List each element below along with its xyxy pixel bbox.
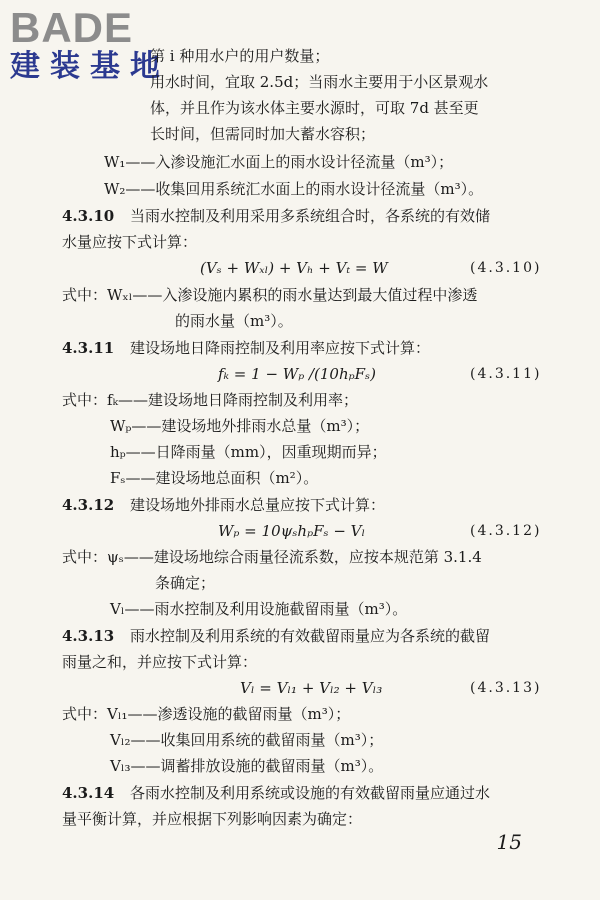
watermark-brand: BADE [10,4,134,51]
equation-number: (4.3.13) [470,680,542,696]
where-clause: 式中：Wₓₗ——入渗设施内累积的雨水量达到最大值过程中渗透 [62,286,478,304]
equation-number: (4.3.11) [470,366,542,382]
section-number: 4.3.11 [62,339,115,357]
text-line: 雨量之和，并应按下式计算： [62,653,258,671]
text-line: 用水时间，宜取 2.5d；当雨水主要用于小区景观水 [150,73,489,91]
equation: Wₚ = 10ψₛhₚFₛ − Vₗ [218,522,366,540]
definition-line: hₚ——日降雨量（mm），因重现期而异； [110,443,387,461]
text-line: 长时间，但需同时加大蓄水容积； [150,125,376,143]
text-line: 条确定； [155,574,216,592]
section-number: 4.3.10 [62,207,115,225]
equation: Vₗ = Vₗ₁ + Vₗ₂ + Vₗ₃ [240,679,383,697]
section-number: 4.3.12 [62,496,115,514]
text-line: 雨水控制及利用系统的有效截留雨量应为各系统的截留 [130,627,491,645]
definition-line: Wₚ——建设场地外排雨水总量（m³）； [110,417,370,435]
text-line: 建设场地日降雨控制及利用率应按下式计算： [130,339,431,357]
where-clause: 式中：Vₗ₁——渗透设施的截留雨量（m³）； [62,705,351,723]
text-line: 建设场地外排雨水总量应按下式计算： [130,496,386,514]
page-number: 15 [496,830,522,854]
definition-line: Fₛ——建设场地总面积（m²）。 [110,469,319,487]
equation: (Vₛ + Wₓₗ) + Vₕ + Vₜ = W [200,259,388,277]
text-line: 各雨水控制及利用系统或设施的有效截留雨量应通过水 [130,784,491,802]
where-clause: 式中：fₖ——建设场地日降雨控制及利用率； [62,391,359,409]
text-line: 的雨水量（m³）。 [175,312,293,330]
definition-line: W₂——收集回用系统汇水面上的雨水设计径流量（m³）。 [104,180,484,198]
definition-line: Vₗ——雨水控制及利用设施截留雨量（m³）。 [110,600,408,618]
text-line: 体，并且作为该水体主要水源时，可取 7d 甚至更 [150,99,479,117]
section-number: 4.3.14 [62,784,115,802]
equation: fₖ = 1 − Wₚ /(10hₚFₛ) [218,365,376,383]
text-line: 量平衡计算，并应根据下列影响因素为确定： [62,810,363,828]
watermark-logo [10,6,170,84]
definition-line: Vₗ₃——调蓄排放设施的截留雨量（m³）。 [110,757,384,775]
where-clause: 式中：ψₛ——建设场地综合雨量径流系数，应按本规范第 3.1.4 [62,548,482,566]
text-line: 水量应按下式计算： [62,233,198,251]
watermark-subtitle: 建装基地 [10,49,170,84]
definition-line: Vₗ₂——收集回用系统的截留雨量（m³）； [110,731,384,749]
text-line: 第 i 种用水户的用户数量； [150,47,330,65]
equation-number: (4.3.12) [470,523,542,539]
section-number: 4.3.13 [62,627,115,645]
text-line: 当雨水控制及利用采用多系统组合时，各系统的有效储 [130,207,491,225]
equation-number: (4.3.10) [470,260,542,276]
definition-line: W₁——入渗设施汇水面上的雨水设计径流量（m³）； [104,153,454,171]
